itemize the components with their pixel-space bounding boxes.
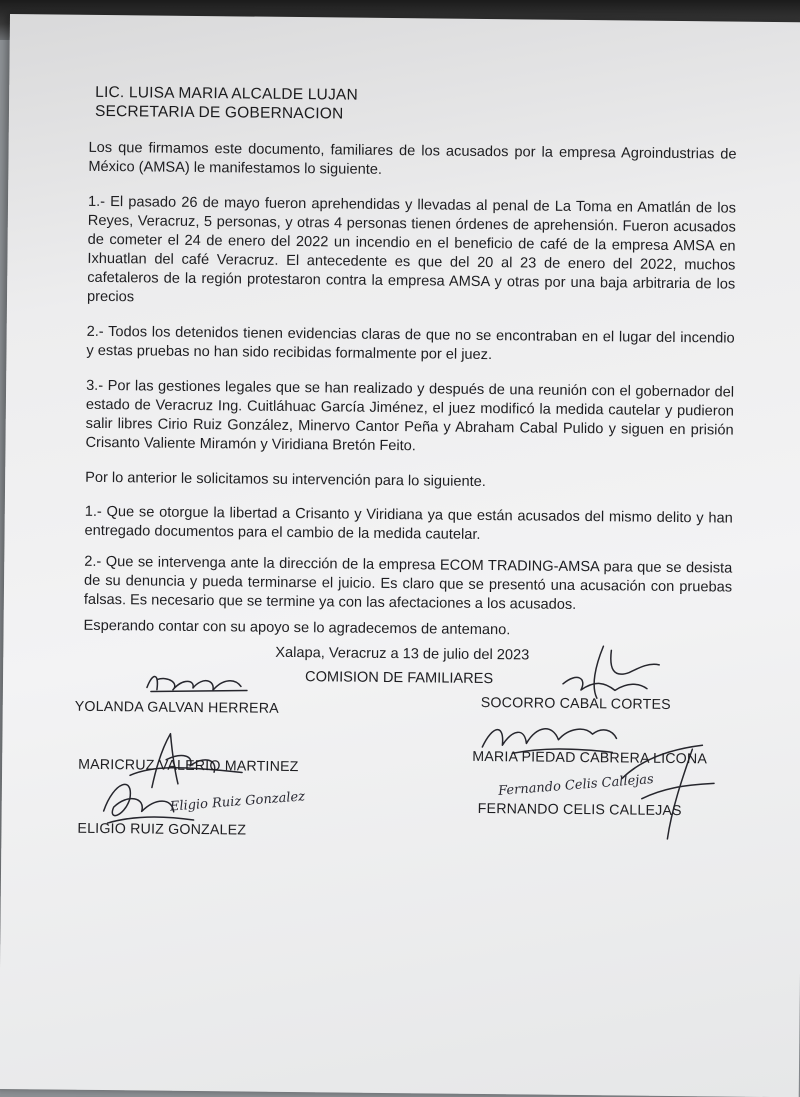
recipient-title: SECRETARIA DE GOBERNACION — [94, 102, 344, 123]
signatory-name-6: FERNANDO CELIS CALLEJAS — [477, 800, 682, 820]
recipient-block — [95, 83, 358, 124]
committee-title: COMISION DE FAMILIARES — [304, 669, 494, 688]
recipient-name: LIC. LUISA MARIA ALCALDE LUJAN — [95, 83, 358, 104]
closing-paragraph: Esperando contar con su apoyo se lo agradecemos de antemano. — [83, 617, 511, 639]
point-3-paragraph: 3.- Por las gestiones legales que se han realizado y después de una reunión con el gobernador del estado de Veracruz Ing. Cuitláhuac García Jiménez, el juez modificó la medida cautelar y pudieron salir libres Cirio Ruiz González, Minervo Cantor Peña y Abraham Cabal Pulido y siguen en prisión Crisanto Valiente Miramón y Viridiana Bretón Feito. — [85, 377, 735, 455]
intro-paragraph: Los que firmamos este documento, familiares de los acusados por la empresa Agroindustrias de México (AMSA) le manifestamos lo siguiente. — [88, 139, 737, 178]
signatory-name-5: ELIGIO RUIZ GONZALEZ — [77, 820, 247, 839]
handwritten-name-fernando: Fernando Celis Callejas — [497, 772, 655, 799]
signatory-name-1: YOLANDA GALVAN HERRERA — [74, 698, 279, 717]
request-2-paragraph: 2.- Que se intervenga ante la dirección de la empresa ECOM TRADING-AMSA para que se desista de su denuncia y pueda terminarse el juicio. Es claro que se presentó una acusación con pruebas falsas. Es necesario que se termine ya con las afectaciones a los acusados. — [83, 553, 733, 613]
request-1-paragraph: 1.- Que se otorgue la libertad a Crisanto y Viridiana ya que están acusados del mismo delito y han entregado documentos para el cambio de la medida cautelar. — [84, 503, 733, 543]
point-2-paragraph: 2.- Todos los detenidos tienen evidencias claras de que no se encontraban en el lugar del incendio y estas pruebas no han sido recibidas formalmente por el juez. — [86, 323, 735, 364]
signatory-name-4: MARIA PIEDAD CABRERA LICONA — [472, 748, 708, 768]
point-1-paragraph: 1.- El pasado 26 de mayo fueron aprehendidas y llevadas al penal de La Toma en Amatlán de los Reyes, Veracruz, 5 personas, y otras 4 personas tienen órdenes de aprehensión. Fueron acusados de cometer el 24 de enero del 2022 un incendio en el beneficio de café de la empresa AMSA en Ixhuatlan del café Veracruz. El antecedente es que del 20 al 23 de enero del 2022, muchos cafetaleros de la región protestaron contra la empresa AMSA y otras por una baja arbitraria de los precios — [86, 193, 737, 306]
request-intro: Por lo anterior le solicitamos su intervención para lo siguiente. — [85, 469, 486, 491]
signature-yolanda — [143, 667, 253, 698]
handwritten-name-eligio: Eligio Ruiz Gonzalez — [169, 789, 306, 815]
signatory-name-2: SOCORRO CABAL CORTES — [480, 694, 671, 713]
place-date: Xalapa, Veracruz a 13 de julio del 2023 — [275, 644, 530, 664]
signatory-name-3: MARICRUZ VALERIO MARTINEZ — [78, 756, 299, 776]
letter-page — [0, 14, 800, 1097]
signature-socorro — [543, 642, 664, 703]
